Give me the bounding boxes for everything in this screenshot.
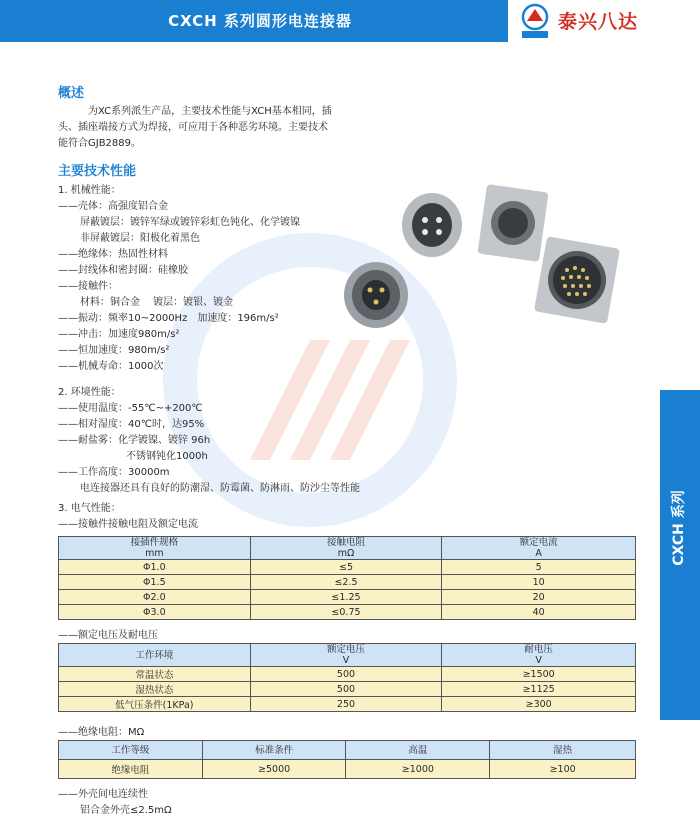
table-cell: ≥1125 bbox=[442, 682, 636, 697]
table-header-cell: 工作等级 bbox=[59, 741, 203, 760]
table-header-cell: 标准条件 bbox=[202, 741, 346, 760]
spec-line: 屏蔽镀层：镀锌军绿或镀锌彩虹色钝化、化学镀镍 bbox=[80, 217, 300, 228]
spec-line: ——冲击：加速度980m/s² bbox=[58, 329, 180, 340]
table-cell: 500 bbox=[250, 682, 442, 697]
table-cell: 湿热状态 bbox=[59, 682, 251, 697]
table-cell: ≤0.75 bbox=[250, 605, 442, 620]
contact-resistance-table bbox=[58, 536, 636, 620]
spec-line: ——额定电压及耐电压 bbox=[58, 630, 158, 641]
table-header-cell: 额定电压 V bbox=[250, 644, 442, 667]
spec-line: ——使用温度：-55℃~+200℃ bbox=[58, 403, 203, 414]
specs-heading: 主要技术性能 bbox=[58, 164, 137, 179]
insulation-resistance-table bbox=[58, 740, 636, 779]
series-side-tab bbox=[660, 390, 700, 720]
table-header-cell: 耐电压 V bbox=[442, 644, 636, 667]
spec-line: ——耐盐雾：化学镀镍、镀锌 96h bbox=[58, 435, 211, 446]
table-row bbox=[59, 605, 636, 620]
table-row bbox=[59, 760, 636, 779]
table-header-cell: 湿热 bbox=[490, 741, 636, 760]
table-cell: 绝缘电阻 bbox=[59, 760, 203, 779]
table-cell: 250 bbox=[250, 697, 442, 712]
table-cell: 20 bbox=[442, 590, 636, 605]
overview-paragraph bbox=[58, 104, 358, 152]
table-cell: ≤1.25 bbox=[250, 590, 442, 605]
spec-line: 铝合金外壳≤2.5mΩ bbox=[80, 805, 172, 816]
spec-line: 不锈钢钝化1000h bbox=[126, 451, 208, 462]
table-header-cell: 接触电阻 mΩ bbox=[250, 537, 442, 560]
spec-line: 电连接器还具有良好的防潮湿、防霉菌、防淋雨、防沙尘等性能 bbox=[80, 483, 360, 494]
table-header-row bbox=[59, 644, 636, 667]
table-row bbox=[59, 682, 636, 697]
table-cell: ≥300 bbox=[442, 697, 636, 712]
table-header-cell: 接插件规格 mm bbox=[59, 537, 251, 560]
overview-line: 为XC系列派生产品，主要技术性能与XCH基本相同，插 bbox=[88, 106, 332, 117]
brand-logo bbox=[508, 0, 700, 42]
overview-line: 能符合GJB2889。 bbox=[58, 138, 142, 149]
table-header-cell: 高温 bbox=[346, 741, 490, 760]
spec-line: ——绝缘电阻：MΩ bbox=[58, 727, 145, 738]
square-flange-receptacle-image bbox=[477, 184, 548, 262]
table-cell: Φ2.0 bbox=[59, 590, 251, 605]
spec-line: ——接触件接触电阻及额定电流 bbox=[58, 519, 198, 530]
table-cell: ≤5 bbox=[250, 560, 442, 575]
circular-plug-image bbox=[344, 262, 408, 328]
table-header-cell: 额定电流 A bbox=[442, 537, 636, 560]
round-receptacle-image bbox=[402, 193, 462, 257]
table-header-row bbox=[59, 741, 636, 760]
table-header-cell: 工作环境 bbox=[59, 644, 251, 667]
table-cell: 5 bbox=[442, 560, 636, 575]
spec-line: ——机械寿命：1000次 bbox=[58, 361, 164, 372]
table-cell: ≤2.5 bbox=[250, 575, 442, 590]
table-cell: Φ1.0 bbox=[59, 560, 251, 575]
spec-line: ——接触件： bbox=[58, 281, 118, 292]
table-cell: 500 bbox=[250, 667, 442, 682]
table-cell: 10 bbox=[442, 575, 636, 590]
spec-line: ——绝缘体：热固性材料 bbox=[58, 249, 168, 260]
table-cell: Φ1.5 bbox=[59, 575, 251, 590]
overview-line: 头、插座端接方式为焊接，可应用于各种恶劣环境。主要技术 bbox=[58, 122, 328, 133]
spec-line: ——封线体和密封圈：硅橡胶 bbox=[58, 265, 188, 276]
spec-line: 非屏蔽镀层：阳极化着黑色 bbox=[80, 233, 200, 244]
brand-name: 泰兴八达 bbox=[558, 11, 639, 33]
table-row bbox=[59, 575, 636, 590]
overview-heading: 概述 bbox=[58, 86, 85, 101]
multi-pin-flange-receptacle-image bbox=[534, 236, 620, 324]
table-row bbox=[59, 667, 636, 682]
spec-line: ——恒加速度：980m/s² bbox=[58, 345, 170, 356]
spec-line: ——壳体：高强度铝合金 bbox=[58, 201, 168, 212]
spec-line: 2. 环境性能： bbox=[58, 387, 121, 398]
table-cell: 40 bbox=[442, 605, 636, 620]
table-cell: Φ3.0 bbox=[59, 605, 251, 620]
spec-line: ——外壳间电连续性 bbox=[58, 789, 148, 800]
spec-line: ——振动：频率10~2000Hz 加速度：196m/s² bbox=[58, 313, 279, 324]
spec-line: 3. 电气性能： bbox=[58, 503, 121, 514]
side-tab-label: CXCH 系列 bbox=[671, 490, 687, 566]
spec-line: 材料：铜合金 镀层：镀银、镀金 bbox=[80, 297, 234, 308]
table-cell: 常温状态 bbox=[59, 667, 251, 682]
table-header-row bbox=[59, 537, 636, 560]
table-cell: 低气压条件(1KPa) bbox=[59, 697, 251, 712]
table-cell: ≥100 bbox=[490, 760, 636, 779]
table-row bbox=[59, 560, 636, 575]
spec-line: ——工作高度：30000m bbox=[58, 467, 170, 478]
bd-logo-icon bbox=[518, 3, 552, 39]
spec-line: ——相对湿度：40℃时，达95% bbox=[58, 419, 205, 430]
connector-photos bbox=[340, 180, 660, 330]
table-row bbox=[59, 590, 636, 605]
table-row bbox=[59, 697, 636, 712]
table-cell: ≥5000 bbox=[202, 760, 346, 779]
spec-line: 1. 机械性能： bbox=[58, 185, 121, 196]
table-cell: ≥1500 bbox=[442, 667, 636, 682]
page-title: CXCH 系列圆形电连接器 bbox=[168, 12, 352, 30]
table-cell: ≥1000 bbox=[346, 760, 490, 779]
voltage-table bbox=[58, 643, 636, 712]
